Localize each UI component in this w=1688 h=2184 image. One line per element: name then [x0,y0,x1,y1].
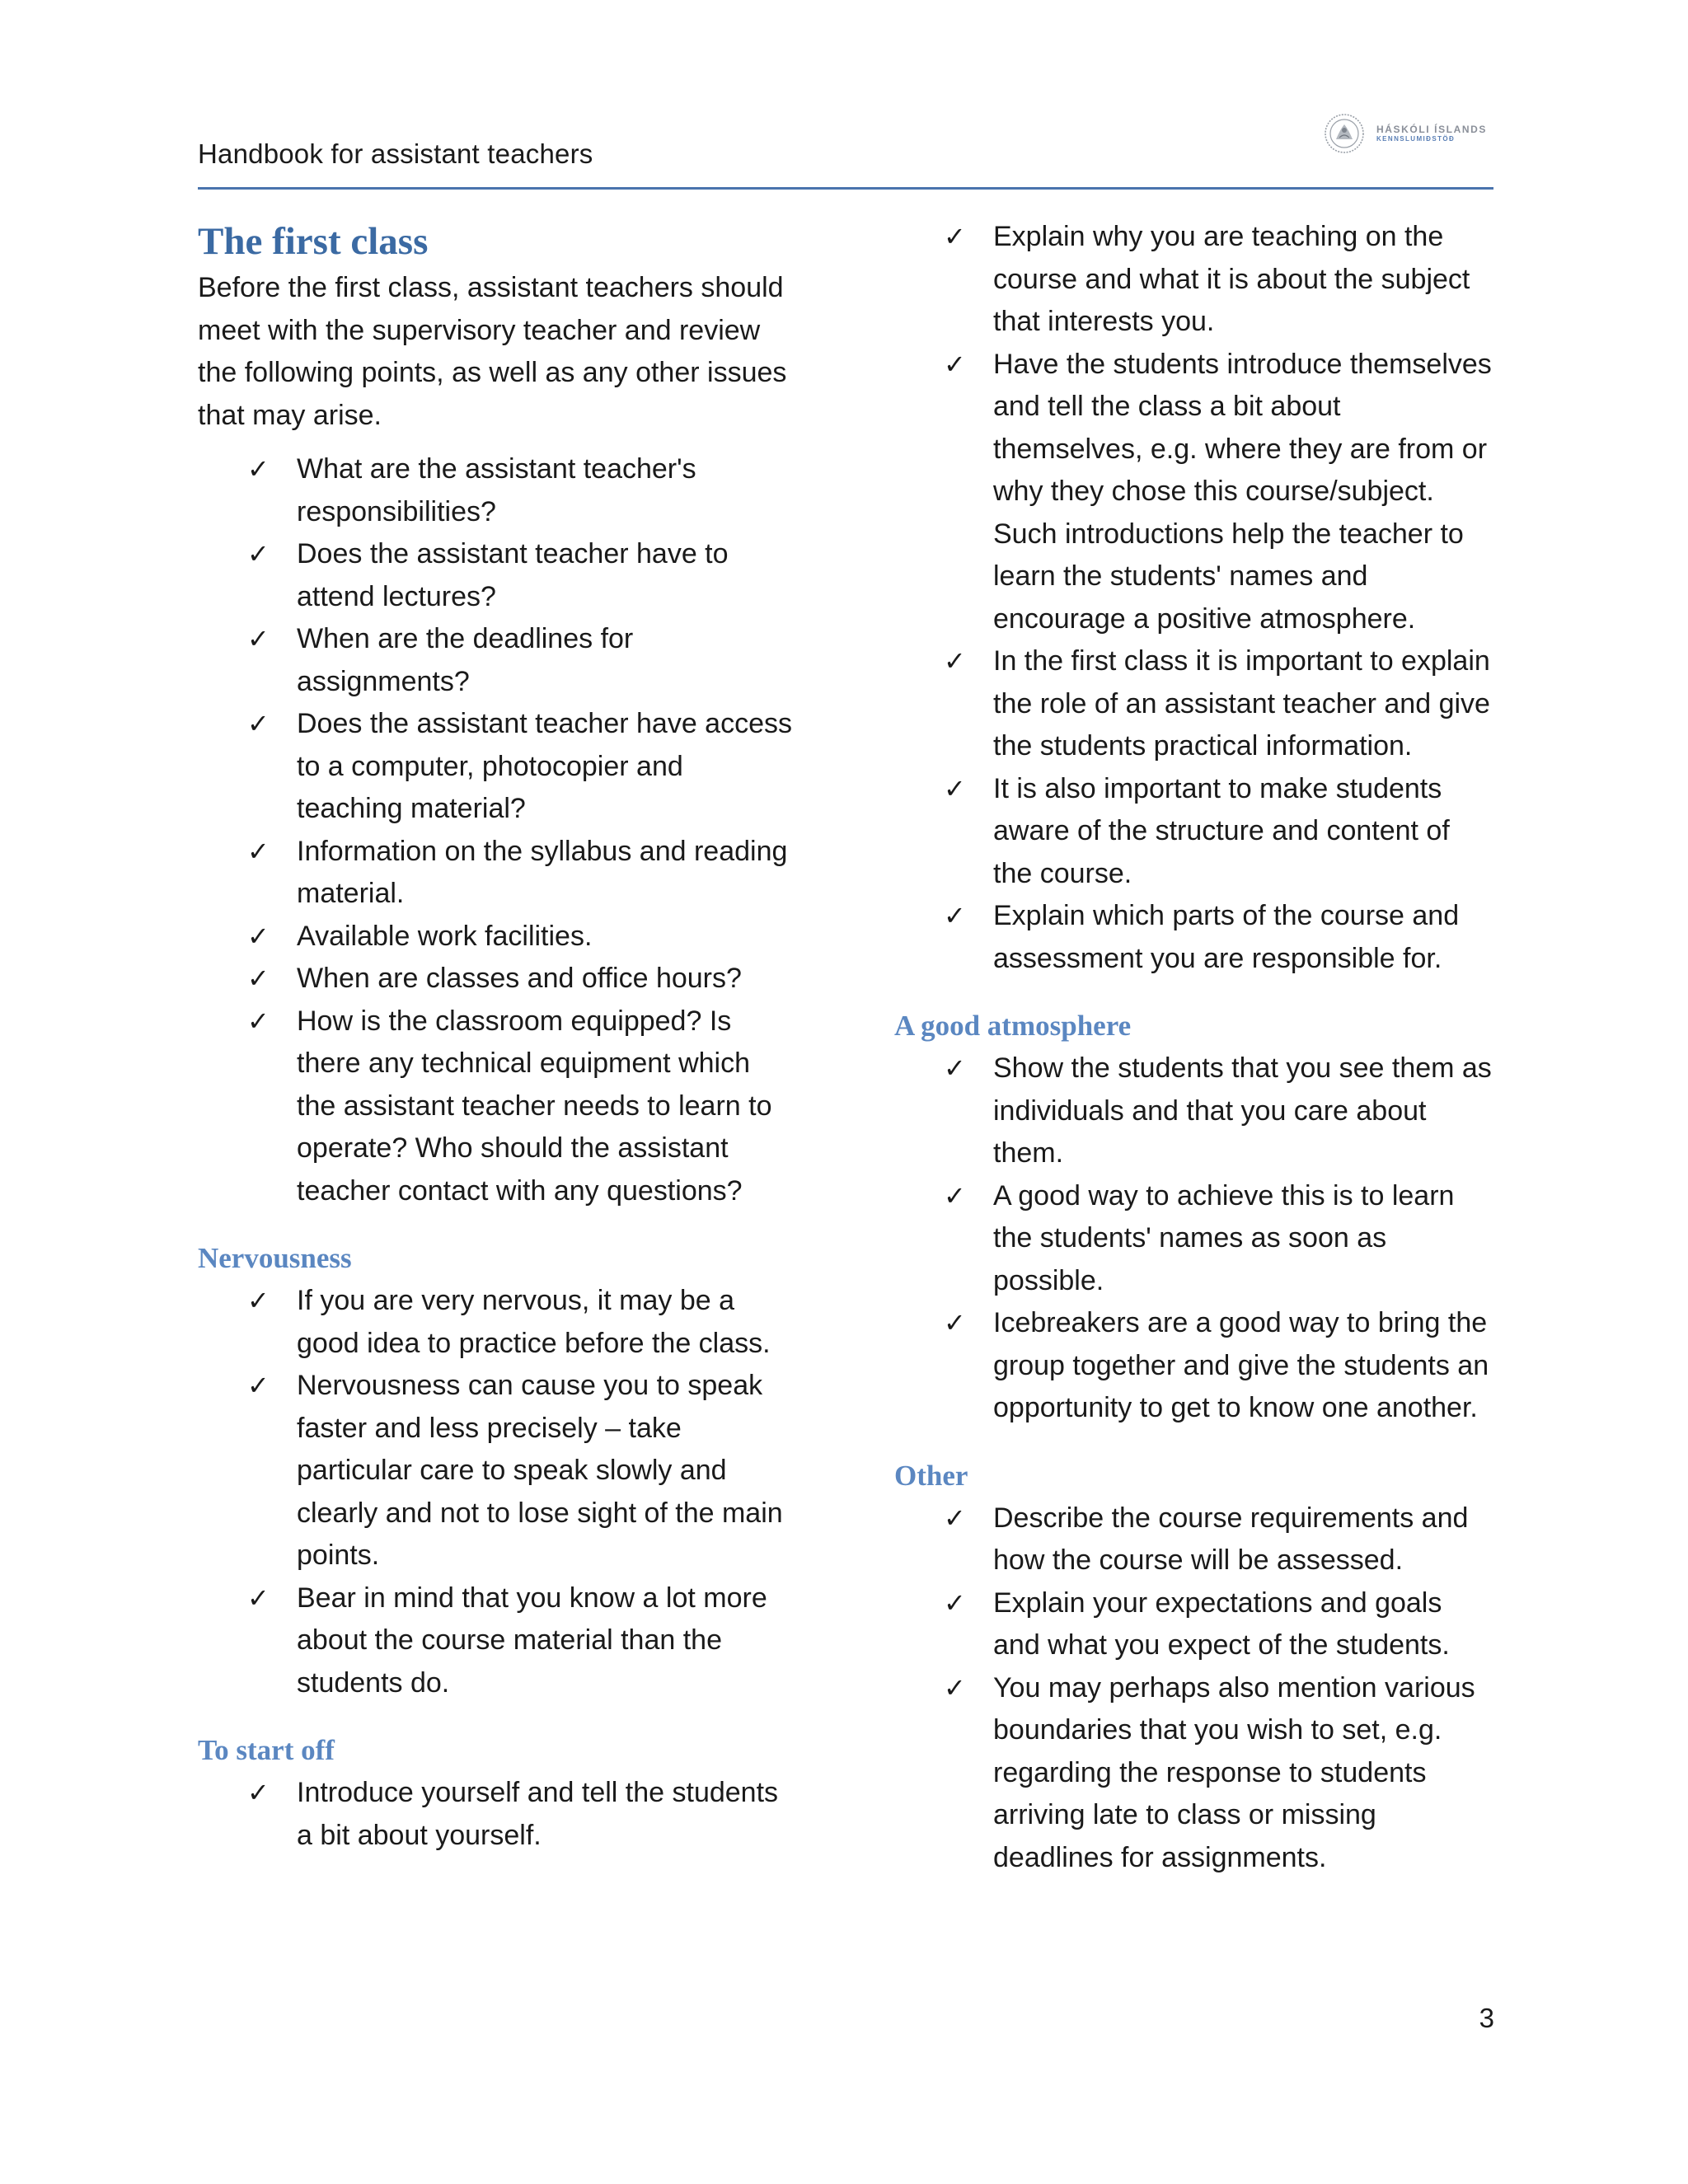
checkmark-icon: ✓ [247,708,270,739]
checklist-item-text: Nervousness can cause you to speak faster and less precisely – take particular care to speak slowly and clearly and not to lose sight of the main points. [297,1370,783,1571]
checklist-item [247,916,795,958]
page-title: The first class [198,220,429,263]
checkmark-icon: ✓ [944,1502,966,1534]
checklist-item [944,1667,1496,1880]
logo-line-university: HÁSKÓLI ÍSLANDS [1376,123,1488,135]
left-column [198,216,808,1857]
checklist-item [247,533,795,618]
checkmark-icon: ✓ [247,1582,270,1614]
checklist-item-text: In the first class it is important to explain the role of an assistant teacher and give the students practical information. [993,645,1490,762]
checkmark-icon: ✓ [247,963,270,994]
checklist-item [944,1175,1496,1303]
other-heading: Other [894,1459,968,1492]
checklist-item-text: Describe the course requirements and how the course will be assessed. [993,1502,1469,1576]
checklist-item [247,1001,795,1213]
checklist-item [247,618,795,703]
checklist-item [944,344,1496,641]
university-logo [1324,112,1487,155]
checklist-item [247,958,795,1001]
checkmark-icon: ✓ [944,348,966,380]
checklist-item-text: When are classes and office hours? [297,963,742,994]
checklist-item-text: How is the classroom equipped? Is there any technical equipment which the assistant teacher needs to learn to operate? Who should the assistant teacher contact with any questions? [297,1005,772,1207]
checkmark-icon: ✓ [247,1005,270,1037]
checkmark-icon: ✓ [247,835,270,867]
checklist-item [247,1577,795,1705]
checkmark-icon: ✓ [944,221,966,252]
checklist-item [247,1365,795,1577]
checkmark-icon: ✓ [247,538,270,569]
checklist-item-text: Icebreakers are a good way to bring the group together and give the students an opportunity to get to know one another. [993,1307,1489,1423]
checkmark-icon: ✓ [944,1179,966,1212]
start-off-checklist [198,1772,808,1857]
checklist-item [944,1047,1496,1175]
nervousness-heading: Nervousness [198,1242,352,1274]
intro-paragraph: Before the first class, assistant teachers should meet with the supervisory teacher and review the following points, as well as any other issues that may arise. [198,272,787,431]
checklist-item [944,640,1496,768]
checklist-item [944,895,1496,980]
checklist-item-text: Does the assistant teacher have access to a computer, photocopier and teaching material? [297,708,792,824]
checkmark-icon: ✓ [944,772,966,804]
checklist-item-text: Explain which parts of the course and assessment you are responsible for. [993,900,1460,974]
checklist-item-text: You may perhaps also mention various boundaries that you wish to set, e.g. regarding the response to students arriving late to class or missing deadlines for assignments. [993,1671,1475,1873]
checkmark-icon: ✓ [247,453,270,485]
checklist-item [247,448,795,533]
right-column [894,216,1504,1879]
checklist-item-text: Bear in mind that you know a lot more about the course material than the students do. [297,1582,767,1699]
checklist-item-text: If you are very nervous, it may be a good idea to practice before the class. [297,1285,771,1359]
checkmark-icon: ✓ [247,1370,270,1401]
start-off-heading: To start off [198,1734,335,1766]
checklist-item-text: Show the students that you see them as individuals and that you care about them. [993,1052,1492,1169]
checklist-item-text: It is also important to make students aware of the structure and content of the course. [993,772,1450,889]
checklist-item [247,1280,795,1365]
page-number: 3 [1479,2003,1494,2033]
checklist-item-text: What are the assistant teacher's responsibilities? [297,453,696,527]
nervousness-checklist [198,1280,808,1704]
header-rule [198,187,1493,190]
checklist-item-text: Available work facilities. [297,920,593,952]
checklist-item [944,216,1496,344]
logo-text [1376,124,1487,143]
checklist-item-text: Explain why you are teaching on the course and what it is about the subject that interests you. [993,221,1470,337]
checkmark-icon: ✓ [944,1586,966,1619]
checkmark-icon: ✓ [944,645,966,677]
checklist-item [944,1497,1496,1582]
checklist-item [247,1772,795,1857]
university-seal-icon [1324,113,1365,154]
checklist-item-text: Have the students introduce themselves and tell the class a bit about themselves, e.g. where they are from or why they chose this course/subject. Such introductions help the teacher to learn the students' names and encourage a positive atmosphere. [993,348,1492,635]
checklist-item [944,1302,1496,1430]
checklist-item-text: Does the assistant teacher have to attend lectures? [297,538,729,612]
logo-line-department: KENNSLUMIÐSTÖÐ [1376,135,1456,143]
checkmark-icon: ✓ [944,900,966,931]
other-checklist [894,1497,1504,1880]
start-off-checklist-continued [894,216,1504,980]
checkmark-icon: ✓ [247,623,270,654]
checkmark-icon: ✓ [944,1052,966,1084]
checklist-item-text: Information on the syllabus and reading material. [297,835,788,909]
checkmark-icon: ✓ [247,1285,270,1316]
checkmark-icon: ✓ [944,1307,966,1338]
running-header: Handbook for assistant teachers [198,138,593,169]
atmosphere-heading: A good atmosphere [894,1010,1132,1042]
checklist-item [944,768,1496,896]
checklist-item [247,703,795,831]
checklist-item-text: When are the deadlines for assignments? [297,623,634,697]
checklist-item-text: Explain your expectations and goals and what you expect of the students. [993,1586,1450,1661]
checklist-item [247,831,795,916]
preparation-checklist [198,448,808,1212]
checkmark-icon: ✓ [944,1671,966,1704]
atmosphere-checklist [894,1047,1504,1430]
checkmark-icon: ✓ [247,920,270,952]
checkmark-icon: ✓ [247,1777,270,1808]
checklist-item-text: Introduce yourself and tell the students a bit about yourself. [297,1777,779,1851]
checklist-item [944,1582,1496,1667]
checklist-item-text: A good way to achieve this is to learn the students' names as soon as possible. [993,1179,1455,1296]
